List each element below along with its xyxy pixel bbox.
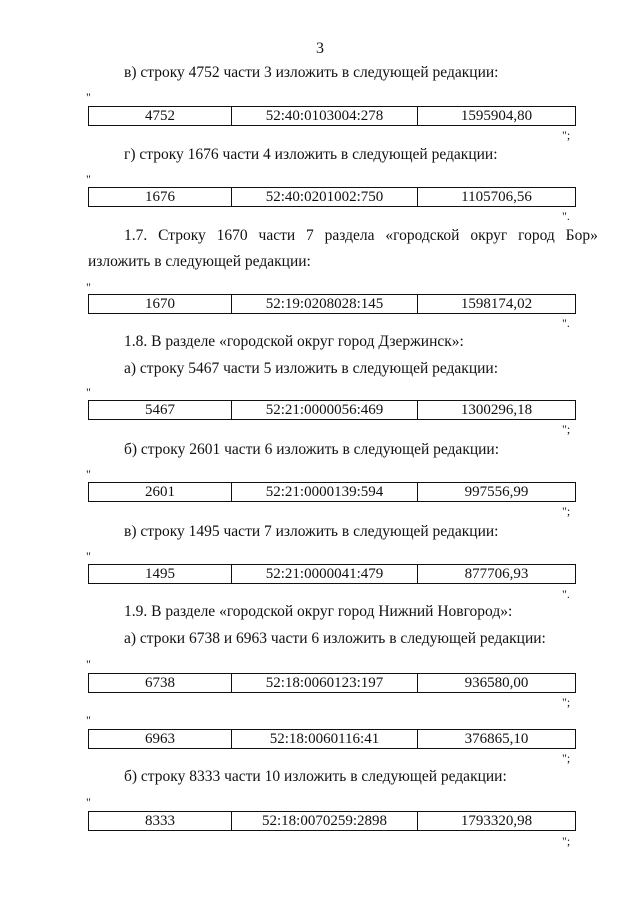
opening-quote: " bbox=[86, 657, 91, 671]
closing-quote: ". bbox=[562, 316, 570, 330]
cadastral-number-cell: 52:19:0208028:145 bbox=[232, 295, 418, 313]
opening-quote: " bbox=[86, 549, 91, 563]
closing-quote: ". bbox=[562, 587, 570, 601]
value-cell: 1595904,80 bbox=[460, 108, 533, 124]
paragraph-text: в) строку 1495 части 7 изложить в следующей редакции: bbox=[124, 523, 499, 540]
row-number-cell: 5467 bbox=[89, 401, 232, 419]
paragraph-text: б) строку 2601 части 6 изложить в следующей редакции: bbox=[124, 441, 500, 458]
closing-quote: "; bbox=[562, 422, 571, 436]
opening-quote: " bbox=[86, 280, 91, 294]
cadastral-number-cell: 52:18:0070259:2898 bbox=[232, 812, 418, 830]
cadastral-number-cell: 52:21:0000056:469 bbox=[232, 401, 418, 419]
value-cell: 997556,99 bbox=[464, 484, 529, 500]
opening-quote: " bbox=[86, 467, 91, 481]
row-number-cell: 1676 bbox=[89, 188, 232, 206]
table-row bbox=[88, 564, 576, 584]
paragraph-text-continuation: изложить в следующей редакции: bbox=[88, 253, 311, 270]
value-cell: 1598174,02 bbox=[460, 296, 533, 312]
opening-quote: " bbox=[86, 385, 91, 399]
cadastral-number-cell: 52:21:0000041:479 bbox=[232, 565, 418, 583]
opening-quote: " bbox=[86, 713, 91, 727]
opening-quote: " bbox=[86, 795, 91, 809]
closing-quote: "; bbox=[562, 504, 571, 518]
paragraph-text: а) строки 6738 и 6963 части 6 изложить в следующей редакции: bbox=[124, 630, 546, 647]
table-row bbox=[88, 187, 576, 207]
cadastral-number-cell: 52:40:0103004:278 bbox=[232, 107, 418, 125]
paragraph-text: б) строку 8333 части 10 изложить в следующей редакции: bbox=[124, 768, 507, 785]
paragraph-text: 1.7. Строку 1670 части 7 раздела «городской округ город Бор» bbox=[124, 227, 598, 244]
table-row bbox=[88, 482, 576, 502]
opening-quote: " bbox=[86, 90, 91, 104]
value-cell: 376865,10 bbox=[464, 731, 529, 747]
row-number-cell: 8333 bbox=[89, 812, 232, 830]
closing-quote: ". bbox=[562, 209, 570, 223]
table-row bbox=[88, 811, 576, 831]
table-row bbox=[88, 106, 576, 126]
row-number-cell: 2601 bbox=[89, 483, 232, 501]
cadastral-number-cell: 52:21:0000139:594 bbox=[232, 483, 418, 501]
opening-quote: " bbox=[86, 172, 91, 186]
paragraph-text: г) строку 1676 части 4 изложить в следующей редакции: bbox=[124, 146, 498, 163]
value-cell: 877706,93 bbox=[464, 566, 529, 582]
cadastral-number-cell: 52:40:0201002:750 bbox=[232, 188, 418, 206]
row-number-cell: 6963 bbox=[89, 730, 232, 748]
value-cell: 1793320,98 bbox=[460, 813, 533, 829]
cadastral-number-cell: 52:18:0060123:197 bbox=[232, 674, 418, 692]
row-number-cell: 4752 bbox=[89, 107, 232, 125]
cadastral-number-cell: 52:18:0060116:41 bbox=[232, 730, 418, 748]
table-row bbox=[88, 400, 576, 420]
paragraph-text: в) строку 4752 части 3 изложить в следующей редакции: bbox=[124, 64, 499, 81]
row-number-cell: 6738 bbox=[89, 674, 232, 692]
closing-quote: "; bbox=[562, 834, 571, 848]
closing-quote: "; bbox=[562, 751, 571, 765]
section-heading: 1.8. В разделе «городской округ город Дзержинск»: bbox=[124, 333, 464, 350]
row-number-cell: 1495 bbox=[89, 565, 232, 583]
table-row bbox=[88, 294, 576, 314]
closing-quote: "; bbox=[562, 695, 571, 709]
value-cell: 936580,00 bbox=[464, 675, 529, 691]
value-cell: 1105706,56 bbox=[461, 189, 532, 205]
page-number: 3 bbox=[316, 40, 324, 57]
table-row bbox=[88, 673, 576, 693]
closing-quote: "; bbox=[562, 128, 571, 142]
paragraph-text: а) строку 5467 части 5 изложить в следующей редакции: bbox=[124, 360, 499, 377]
row-number-cell: 1670 bbox=[89, 295, 232, 313]
table-row bbox=[88, 729, 576, 749]
value-cell: 1300296,18 bbox=[460, 402, 533, 418]
section-heading: 1.9. В разделе «городской округ город Нижний Новгород»: bbox=[124, 603, 513, 620]
